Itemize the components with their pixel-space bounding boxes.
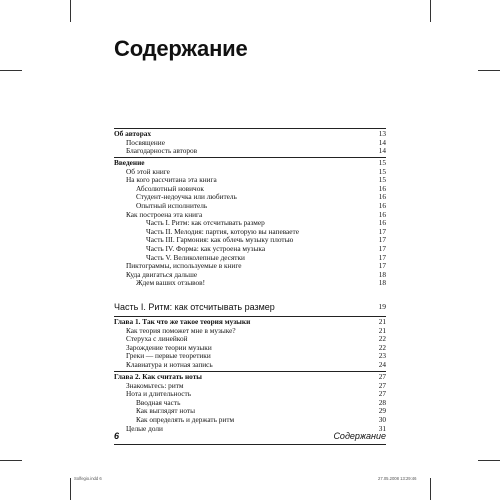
- slug-date: 27.05.2008 13:29:46: [378, 476, 417, 481]
- toc-entry-page: 14: [378, 146, 386, 156]
- slug-file: Solfegio.indd 6: [74, 476, 102, 481]
- toc-entry-label: Нота и длительность: [126, 389, 192, 399]
- toc-entry-page: 18: [378, 269, 386, 279]
- toc-entry-page: 16: [378, 218, 386, 228]
- crop-mark: [430, 0, 431, 22]
- crop-mark: [478, 70, 500, 71]
- toc-entry-page: 16: [378, 183, 386, 193]
- toc-block-intro: [114, 159, 386, 288]
- page-footer: [114, 430, 386, 442]
- toc-block-chapter2: [114, 373, 386, 433]
- toc-entry-page: 15: [378, 158, 386, 167]
- toc-entry-page: 23: [378, 351, 386, 361]
- toc-entry-page: 28: [378, 397, 386, 407]
- toc-entry-label: Клавиатура и нотная запись: [126, 359, 213, 369]
- toc-entry-label: Опытный исполнитель: [136, 200, 208, 210]
- page-title: Содержание: [114, 36, 248, 61]
- crop-mark: [0, 460, 22, 461]
- toc-entry-label: Абсолютный новичок: [136, 183, 204, 193]
- toc-entry-label: Зарождение теории музыки: [126, 342, 212, 352]
- toc-entry-label: Как теория поможет мне в музыке?: [126, 325, 236, 335]
- toc-entry-page: 30: [378, 414, 386, 424]
- part-label: Часть I. Ритм: как отсчитывать размер: [114, 302, 275, 312]
- toc-entry-label: Куда двигаться дальше: [126, 269, 198, 279]
- toc-entry-label: Об этой книге: [126, 166, 170, 176]
- toc-entry-label: Греки — первые теоретики: [126, 351, 211, 361]
- toc-entry-label: Как выглядят ноты: [136, 406, 195, 416]
- toc-entry-label: Cтеруха с линейкой: [126, 334, 188, 344]
- toc-entry-page: 21: [378, 325, 386, 335]
- toc-entry: [114, 279, 386, 288]
- toc-entry: [114, 361, 386, 370]
- toc-entry-page: 22: [378, 342, 386, 352]
- toc-entry-label: Целые доли: [126, 423, 163, 433]
- toc-entry-page: 21: [378, 317, 386, 326]
- toc-entry-page: 15: [378, 175, 386, 185]
- toc-entry-label: Посвящение: [126, 137, 165, 147]
- toc-entry-label: Часть II. Мелодия: партия, которую вы напеваете: [146, 226, 299, 236]
- running-title: Содержание: [333, 431, 386, 441]
- toc-entry-page: 17: [378, 235, 386, 245]
- toc-entry-label: Введение: [114, 158, 145, 167]
- toc-entry-page: 14: [378, 137, 386, 147]
- crop-mark: [0, 70, 22, 71]
- toc-entry-label: Глава 2. Как считать ноты: [114, 372, 202, 381]
- toc-entry-page: 16: [378, 209, 386, 219]
- toc-entry-label: Ждем ваших отзывов!: [136, 278, 206, 288]
- section-rule: [114, 157, 386, 158]
- toc-entry-page: 27: [378, 389, 386, 399]
- page-number: 6: [114, 431, 120, 441]
- toc-entry-label: Часть V. Великолепные десятки: [146, 252, 245, 262]
- toc-entry: [114, 147, 386, 156]
- toc-entry-page: 16: [378, 192, 386, 202]
- footer-rule: [114, 444, 386, 445]
- toc-entry-label: На кого рассчитана эта книга: [126, 175, 217, 185]
- crop-mark: [70, 0, 71, 22]
- toc-entry-label: Знакомьтесь: ритм: [126, 380, 184, 390]
- part-page: 19: [378, 302, 386, 311]
- toc-entry-page: 17: [378, 252, 386, 262]
- crop-mark: [478, 460, 500, 461]
- toc-entry-page: 13: [378, 129, 386, 138]
- toc-entry-label: Пиктограммы, используемые в книге: [126, 261, 242, 271]
- toc-entry-page: 17: [378, 261, 386, 271]
- toc-entry-label: Благодарность авторов: [126, 146, 198, 156]
- toc-entry-page: 17: [378, 243, 386, 253]
- toc-entry-label: Как построена эта книга: [126, 209, 203, 219]
- toc-entry-page: 31: [378, 423, 386, 433]
- toc-block-authors: [114, 130, 386, 156]
- toc-entry-page: 18: [378, 278, 386, 288]
- toc-entry-page: 17: [378, 226, 386, 236]
- toc-entry-label: Как определять и держать ритм: [136, 414, 235, 424]
- toc-entry-page: 27: [378, 380, 386, 390]
- toc-entry-label: Об авторах: [114, 129, 152, 138]
- toc-entry-page: 16: [378, 200, 386, 210]
- toc-entry-page: 29: [378, 406, 386, 416]
- part-heading: [114, 301, 386, 313]
- crop-mark: [70, 478, 71, 500]
- toc-entry-page: 27: [378, 372, 386, 381]
- toc-entry-label: Часть I. Ритм: как отсчитывать размер: [146, 218, 265, 228]
- toc-entry-label: Вводная часть: [136, 397, 181, 407]
- toc-entry-label: Глава 1. Так что же такое теория музыки: [114, 317, 251, 326]
- toc-block-chapter1: [114, 318, 386, 370]
- section-rule: [114, 128, 386, 129]
- toc-entry-page: 24: [378, 359, 386, 369]
- crop-mark: [430, 478, 431, 500]
- toc-entry-page: 22: [378, 334, 386, 344]
- toc-entry-label: Студент-недоучка или любитель: [136, 192, 237, 202]
- toc-entry-label: Часть IV. Форма: как устроена музыка: [146, 243, 266, 253]
- toc-entry-label: Часть III. Гармония: как облечь музыку плотью: [146, 235, 294, 245]
- toc-entry-page: 15: [378, 166, 386, 176]
